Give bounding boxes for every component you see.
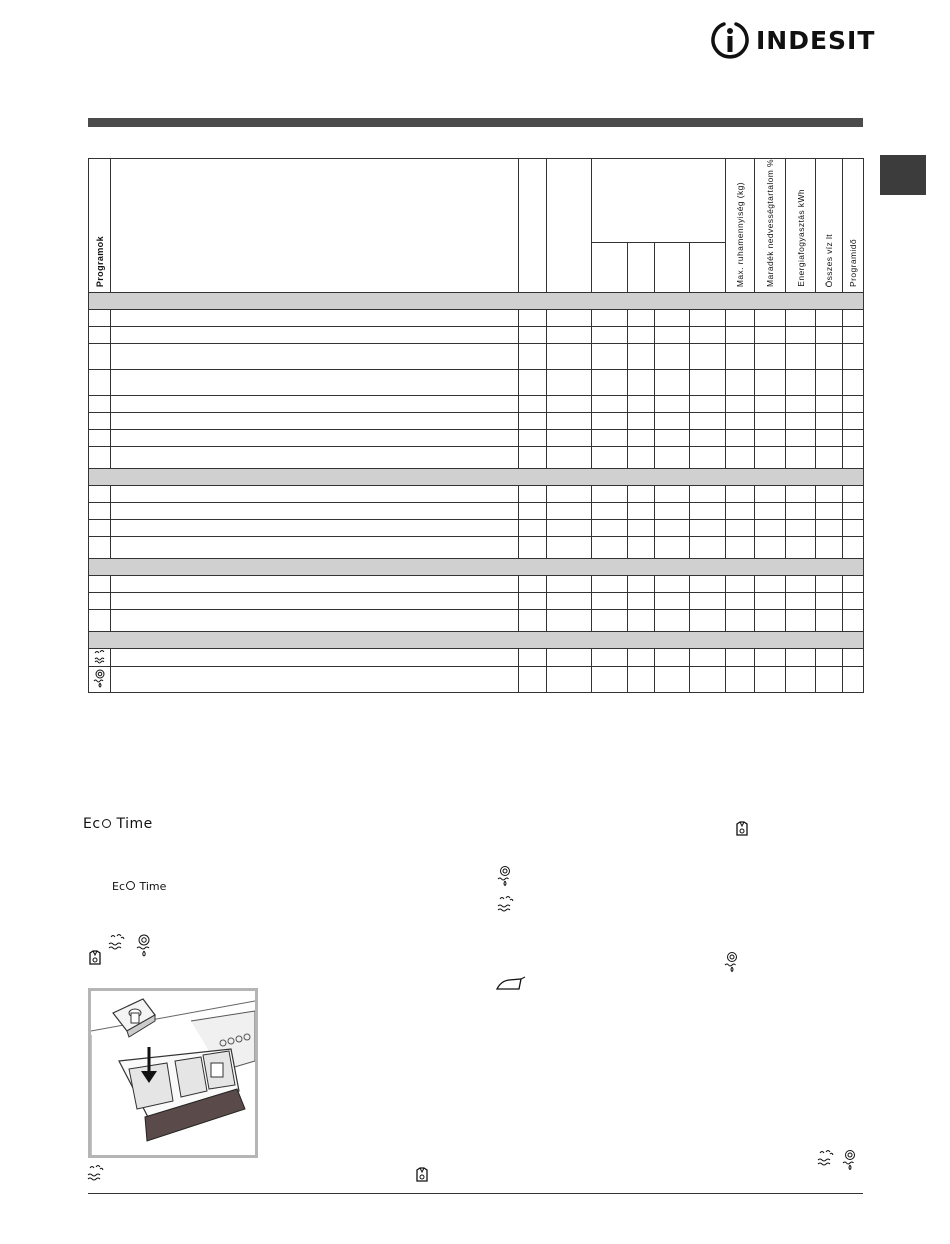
program-table (88, 158, 864, 693)
brand-logo (710, 20, 875, 60)
indesit-i-icon (710, 20, 750, 60)
section-band (89, 468, 864, 485)
section-band (89, 631, 864, 648)
table-row (89, 309, 864, 326)
programs-header-label: Programok (94, 235, 105, 287)
temp-header (519, 159, 547, 293)
ecotime-o-icon (102, 819, 111, 828)
energy-header-label: Energiafogyasztás kWh (795, 189, 806, 287)
max-load-header (726, 159, 755, 293)
table-row (89, 519, 864, 536)
table-row (89, 395, 864, 412)
duration-header-label: Programidő (848, 239, 858, 287)
ecotime-label-large (83, 816, 153, 832)
detergent-col-4 (690, 242, 726, 292)
energy-header (786, 159, 816, 293)
rinse-icon (108, 934, 130, 950)
iron-icon (495, 976, 529, 992)
max-load-header-label: Max. ruhamennyiség (kg) (735, 181, 745, 287)
detergent-drawer-figure (88, 988, 258, 1158)
duration-header (843, 159, 864, 293)
detergent-header (592, 159, 726, 243)
detergent-col-1 (592, 242, 628, 292)
detergent-col-2 (628, 242, 655, 292)
table-row (89, 412, 864, 429)
header-rule (88, 118, 863, 127)
spin-drain-icon (842, 1150, 858, 1172)
table-row (89, 592, 864, 609)
detergent-col-3 (655, 242, 690, 292)
shirt-icon (87, 950, 103, 966)
table-row (89, 575, 864, 592)
spin-drain-icon (93, 669, 107, 689)
table-row (89, 648, 864, 666)
programs-header (89, 159, 111, 293)
table-row (89, 666, 864, 692)
table-row (89, 343, 864, 369)
rinse-program-cell (89, 648, 111, 666)
spin-drain-icon (135, 934, 153, 958)
footer-rule (88, 1193, 863, 1194)
water-header (816, 159, 843, 293)
section-band (89, 292, 864, 309)
ecotime-text: Ec Time (83, 816, 153, 832)
rinse-icon (497, 896, 517, 912)
shirt-icon (414, 1167, 430, 1183)
rinse-icon (87, 1165, 107, 1181)
speed-header (547, 159, 592, 293)
ecotime-label-small (112, 880, 166, 893)
language-tab-marker (880, 155, 926, 195)
table-row (89, 369, 864, 395)
rinse-icon (817, 1150, 837, 1166)
table-row (89, 609, 864, 631)
shirt-icon (734, 821, 750, 837)
section-band (89, 558, 864, 575)
spin-drain-program-cell (89, 666, 111, 692)
residual-moisture-header-label: Maradék nedvességtartalom % (765, 159, 775, 287)
spin-drain-icon (497, 866, 513, 888)
table-row (89, 446, 864, 468)
detergent-drawer-illustration (91, 991, 255, 1155)
water-header-label: Összes víz lt (824, 233, 834, 287)
residual-moisture-header (755, 159, 786, 293)
brand-name: INDESIT (756, 25, 876, 55)
table-row (89, 326, 864, 343)
spin-drain-icon (724, 952, 740, 974)
table-row (89, 429, 864, 446)
table-row (89, 536, 864, 558)
ecotime-text-small: Ec Time (112, 880, 167, 893)
ecotime-o-icon (126, 881, 135, 890)
table-row (89, 502, 864, 519)
rinse-icon (94, 650, 106, 664)
description-header (111, 159, 519, 293)
table-row (89, 485, 864, 502)
